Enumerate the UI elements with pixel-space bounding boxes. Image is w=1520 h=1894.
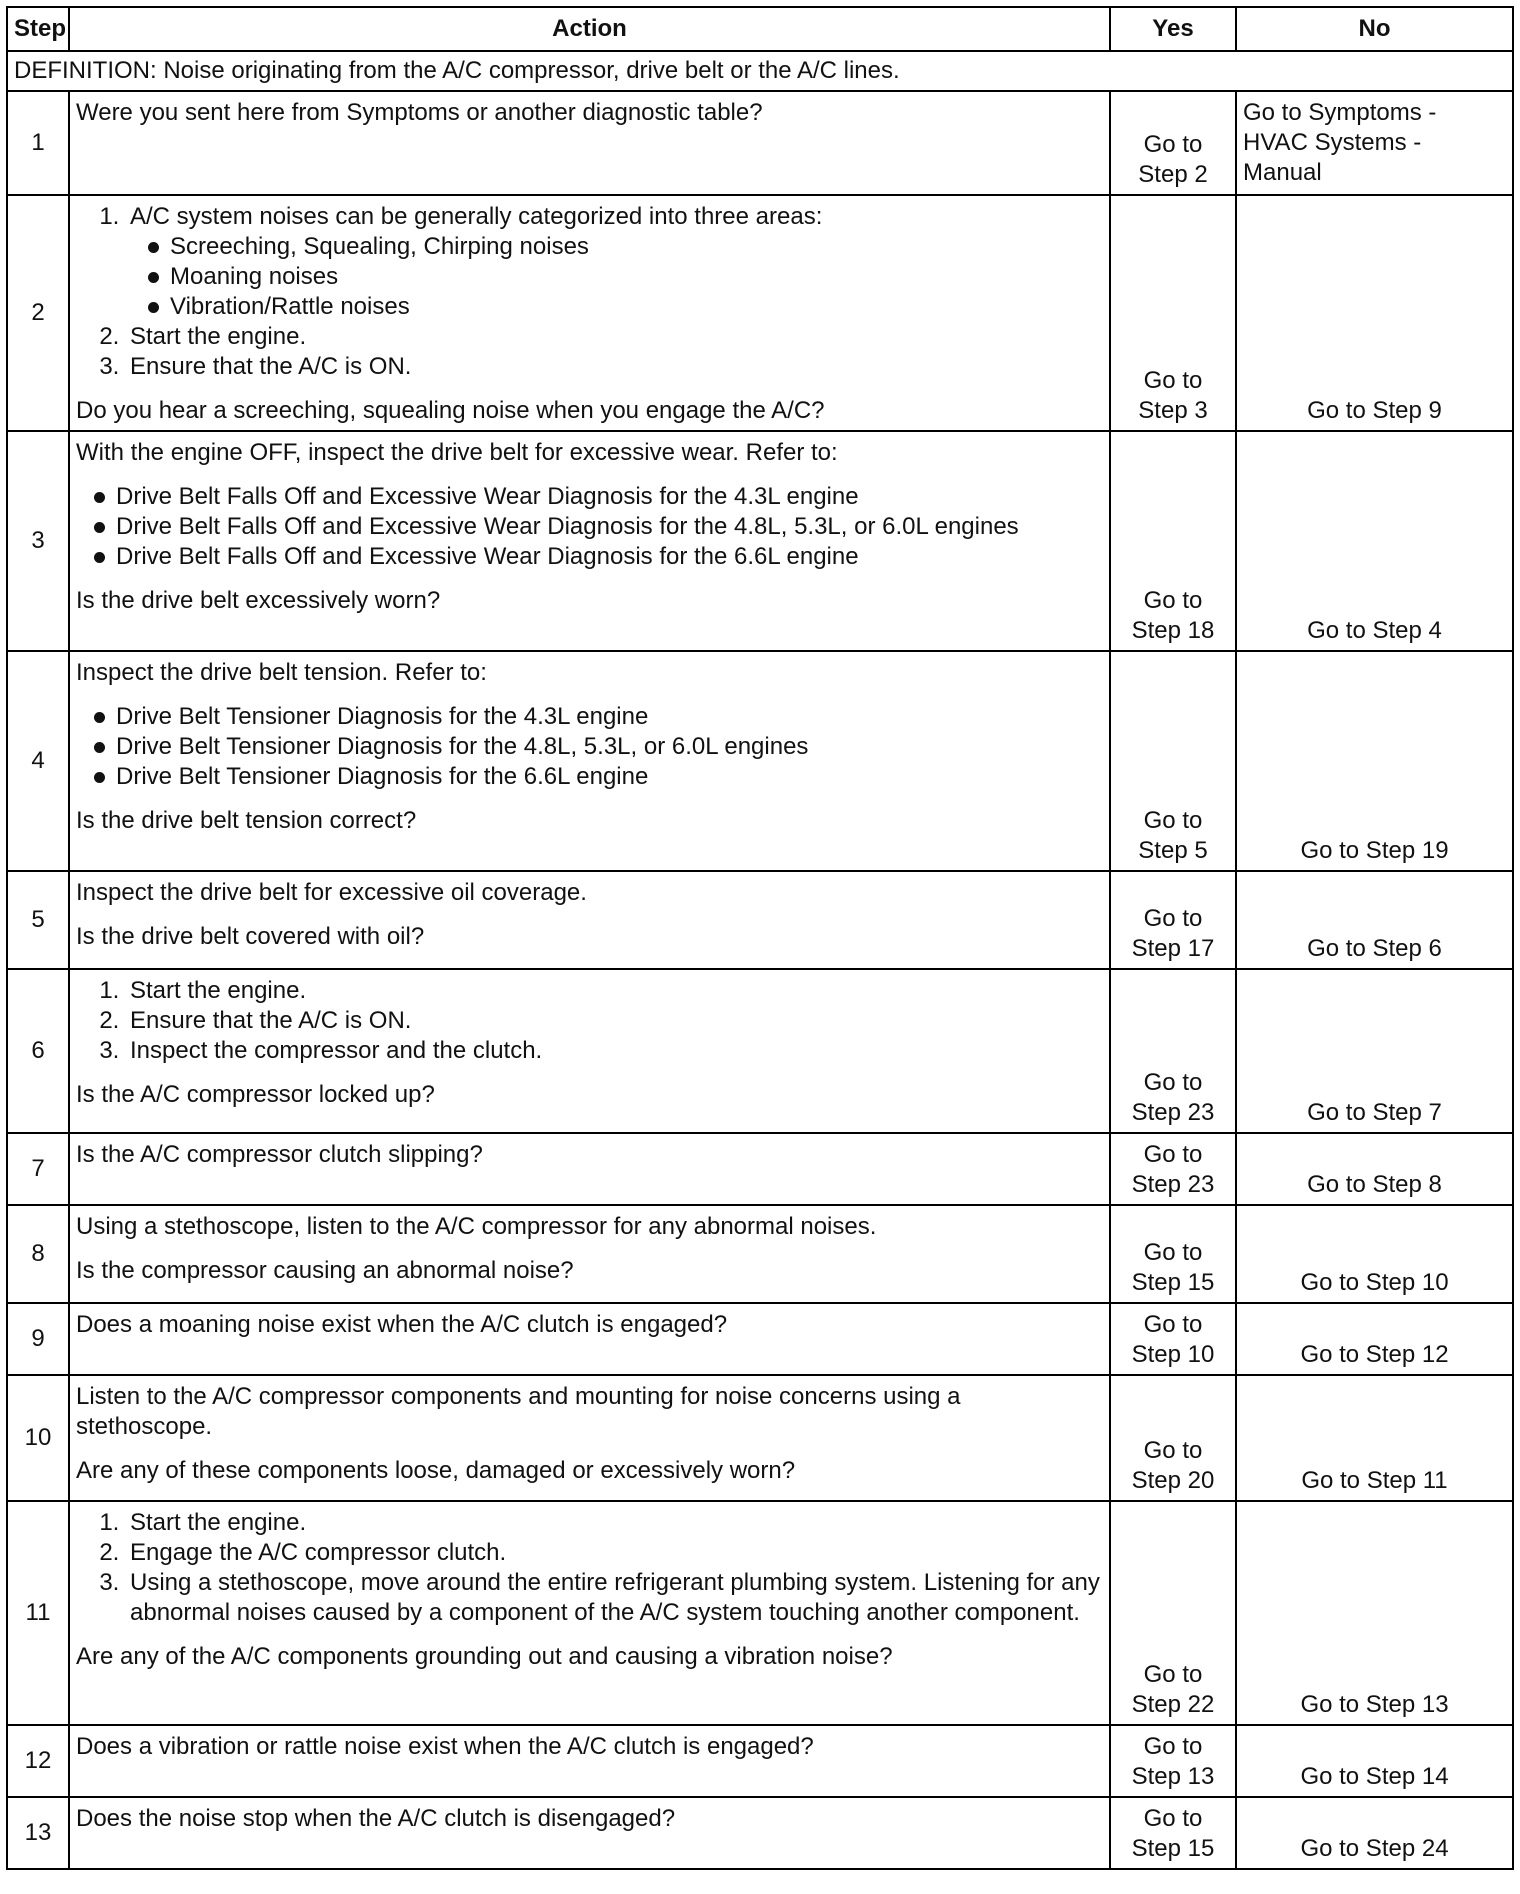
yes-cell: Go to Step 15 <box>1110 1205 1236 1303</box>
yes-cell: Go to Step 22 <box>1110 1501 1236 1725</box>
question-text: Are any of the A/C components grounding out and causing a vibration noise? <box>76 1643 893 1670</box>
yes-cell: Go to Step 20 <box>1110 1375 1236 1501</box>
bullet-item: Drive Belt Falls Off and Excessive Wear Diagnosis for the 4.3L engine <box>94 482 1103 512</box>
bullet-item: Drive Belt Tensioner Diagnosis for the 4.8L, 5.3L, or 6.0L engines <box>94 732 1103 762</box>
list-item: 2. Ensure that the A/C is ON. <box>126 1006 1103 1036</box>
step-number: 13 <box>7 1797 69 1869</box>
bullet-item: Moaning noises <box>148 262 1103 292</box>
yes-cell: Go to Step 3 <box>1110 195 1236 431</box>
action-cell <box>69 1375 1110 1501</box>
list-item: 1. Start the engine. <box>126 976 1103 1006</box>
list-item: 3. Ensure that the A/C is ON. <box>126 352 1103 382</box>
action-text: Does a moaning noise exist when the A/C clutch is engaged? <box>69 1303 1110 1375</box>
no-cell: Go to Step 14 <box>1236 1725 1513 1797</box>
yes-cell: Go to Step 23 <box>1110 969 1236 1133</box>
table-row <box>7 1303 1513 1375</box>
question-text: Is the compressor causing an abnormal noise? <box>76 1257 574 1284</box>
table-row <box>7 91 1513 195</box>
table-row <box>7 651 1513 871</box>
step-number: 6 <box>7 969 69 1133</box>
action-cell <box>69 969 1110 1133</box>
action-cell <box>69 195 1110 431</box>
yes-cell: Go to Step 15 <box>1110 1797 1236 1869</box>
header-step: Step <box>7 7 69 51</box>
header-action: Action <box>69 7 1110 51</box>
no-cell: Go to Step 6 <box>1236 871 1513 969</box>
bullet-list <box>76 702 1103 792</box>
intro-text: Inspect the drive belt for excessive oil coverage. <box>76 879 587 906</box>
list-item <box>126 202 1103 322</box>
header-row <box>7 7 1513 51</box>
definition-row <box>7 51 1513 91</box>
diagnostic-table <box>6 6 1514 1870</box>
yes-cell: Go to Step 17 <box>1110 871 1236 969</box>
yes-cell: Go to Step 18 <box>1110 431 1236 651</box>
question-text: Is the A/C compressor locked up? <box>76 1081 435 1108</box>
intro-text: With the engine OFF, inspect the drive belt for excessive wear. Refer to: <box>76 439 838 466</box>
no-cell: Go to Step 8 <box>1236 1133 1513 1205</box>
action-cell <box>69 1205 1110 1303</box>
table-row <box>7 195 1513 431</box>
numbered-list <box>76 202 1103 382</box>
question-text: Are any of these components loose, damaged or excessively worn? <box>76 1457 796 1484</box>
action-cell <box>69 651 1110 871</box>
table-row <box>7 1133 1513 1205</box>
table-row <box>7 969 1513 1133</box>
step-number: 4 <box>7 651 69 871</box>
list-item: 3. Inspect the compressor and the clutch. <box>126 1036 1103 1066</box>
list-item: 2. Engage the A/C compressor clutch. <box>126 1538 1103 1568</box>
no-cell: Go to Step 10 <box>1236 1205 1513 1303</box>
header-no: No <box>1236 7 1513 51</box>
question-text: Do you hear a screeching, squealing noise when you engage the A/C? <box>76 397 825 424</box>
list-item: 3. Using a stethoscope, move around the entire refrigerant plumbing system. Listening for any abnormal noises caused by a component of the A/C system touching another component. <box>126 1568 1103 1628</box>
step-number: 3 <box>7 431 69 651</box>
table-row <box>7 871 1513 969</box>
no-cell: Go to Symptoms - HVAC Systems - Manual <box>1236 91 1513 195</box>
definition-text: DEFINITION: Noise originating from the A/C compressor, drive belt or the A/C lines. <box>7 51 1513 91</box>
yes-cell: Go to Step 5 <box>1110 651 1236 871</box>
question-text: Is the drive belt excessively worn? <box>76 587 441 614</box>
step-number: 12 <box>7 1725 69 1797</box>
table-row <box>7 1375 1513 1501</box>
action-text: Does a vibration or rattle noise exist when the A/C clutch is engaged? <box>69 1725 1110 1797</box>
table-row <box>7 431 1513 651</box>
step-number: 7 <box>7 1133 69 1205</box>
header-yes: Yes <box>1110 7 1236 51</box>
bullet-list <box>76 482 1103 572</box>
numbered-list <box>76 1508 1103 1628</box>
numbered-list <box>76 976 1103 1066</box>
yes-cell: Go to Step 13 <box>1110 1725 1236 1797</box>
diagnostic-table-document <box>6 6 1512 1870</box>
step-number: 1 <box>7 91 69 195</box>
bullet-item: Vibration/Rattle noises <box>148 292 1103 322</box>
no-cell: Go to Step 7 <box>1236 969 1513 1133</box>
no-cell: Go to Step 12 <box>1236 1303 1513 1375</box>
bullet-item: Drive Belt Tensioner Diagnosis for the 6.6L engine <box>94 762 1103 792</box>
action-cell <box>69 1501 1110 1725</box>
step-number: 5 <box>7 871 69 969</box>
intro-text: Using a stethoscope, listen to the A/C compressor for any abnormal noises. <box>76 1213 877 1240</box>
no-cell: Go to Step 4 <box>1236 431 1513 651</box>
no-cell: Go to Step 13 <box>1236 1501 1513 1725</box>
bullet-item: Screeching, Squealing, Chirping noises <box>148 232 1103 262</box>
list-item: 1. Start the engine. <box>126 1508 1103 1538</box>
table-row <box>7 1725 1513 1797</box>
step-number: 11 <box>7 1501 69 1725</box>
table-row <box>7 1797 1513 1869</box>
intro-text: Inspect the drive belt tension. Refer to: <box>76 659 487 686</box>
step-number: 10 <box>7 1375 69 1501</box>
action-text: Does the noise stop when the A/C clutch is disengaged? <box>69 1797 1110 1869</box>
action-cell <box>69 871 1110 969</box>
list-item: 2. Start the engine. <box>126 322 1103 352</box>
action-text: Were you sent here from Symptoms or another diagnostic table? <box>69 91 1110 195</box>
list-item-text: A/C system noises can be generally categorized into three areas: <box>130 203 823 230</box>
question-text: Is the drive belt tension correct? <box>76 807 417 834</box>
yes-cell: Go to Step 10 <box>1110 1303 1236 1375</box>
no-cell: Go to Step 24 <box>1236 1797 1513 1869</box>
no-cell: Go to Step 19 <box>1236 651 1513 871</box>
no-cell: Go to Step 9 <box>1236 195 1513 431</box>
table-row <box>7 1205 1513 1303</box>
step-number: 2 <box>7 195 69 431</box>
no-cell: Go to Step 11 <box>1236 1375 1513 1501</box>
action-text: Is the A/C compressor clutch slipping? <box>69 1133 1110 1205</box>
intro-text: Listen to the A/C compressor components and mounting for noise concerns using a stethoscope. <box>76 1383 961 1440</box>
yes-cell: Go to Step 2 <box>1110 91 1236 195</box>
step-number: 9 <box>7 1303 69 1375</box>
bullet-item: Drive Belt Falls Off and Excessive Wear Diagnosis for the 6.6L engine <box>94 542 1103 572</box>
action-cell <box>69 431 1110 651</box>
step-number: 8 <box>7 1205 69 1303</box>
bullet-item: Drive Belt Falls Off and Excessive Wear Diagnosis for the 4.8L, 5.3L, or 6.0L engines <box>94 512 1103 542</box>
bullet-list <box>130 232 1103 322</box>
yes-cell: Go to Step 23 <box>1110 1133 1236 1205</box>
table-row <box>7 1501 1513 1725</box>
question-text: Is the drive belt covered with oil? <box>76 923 425 950</box>
bullet-item: Drive Belt Tensioner Diagnosis for the 4.3L engine <box>94 702 1103 732</box>
